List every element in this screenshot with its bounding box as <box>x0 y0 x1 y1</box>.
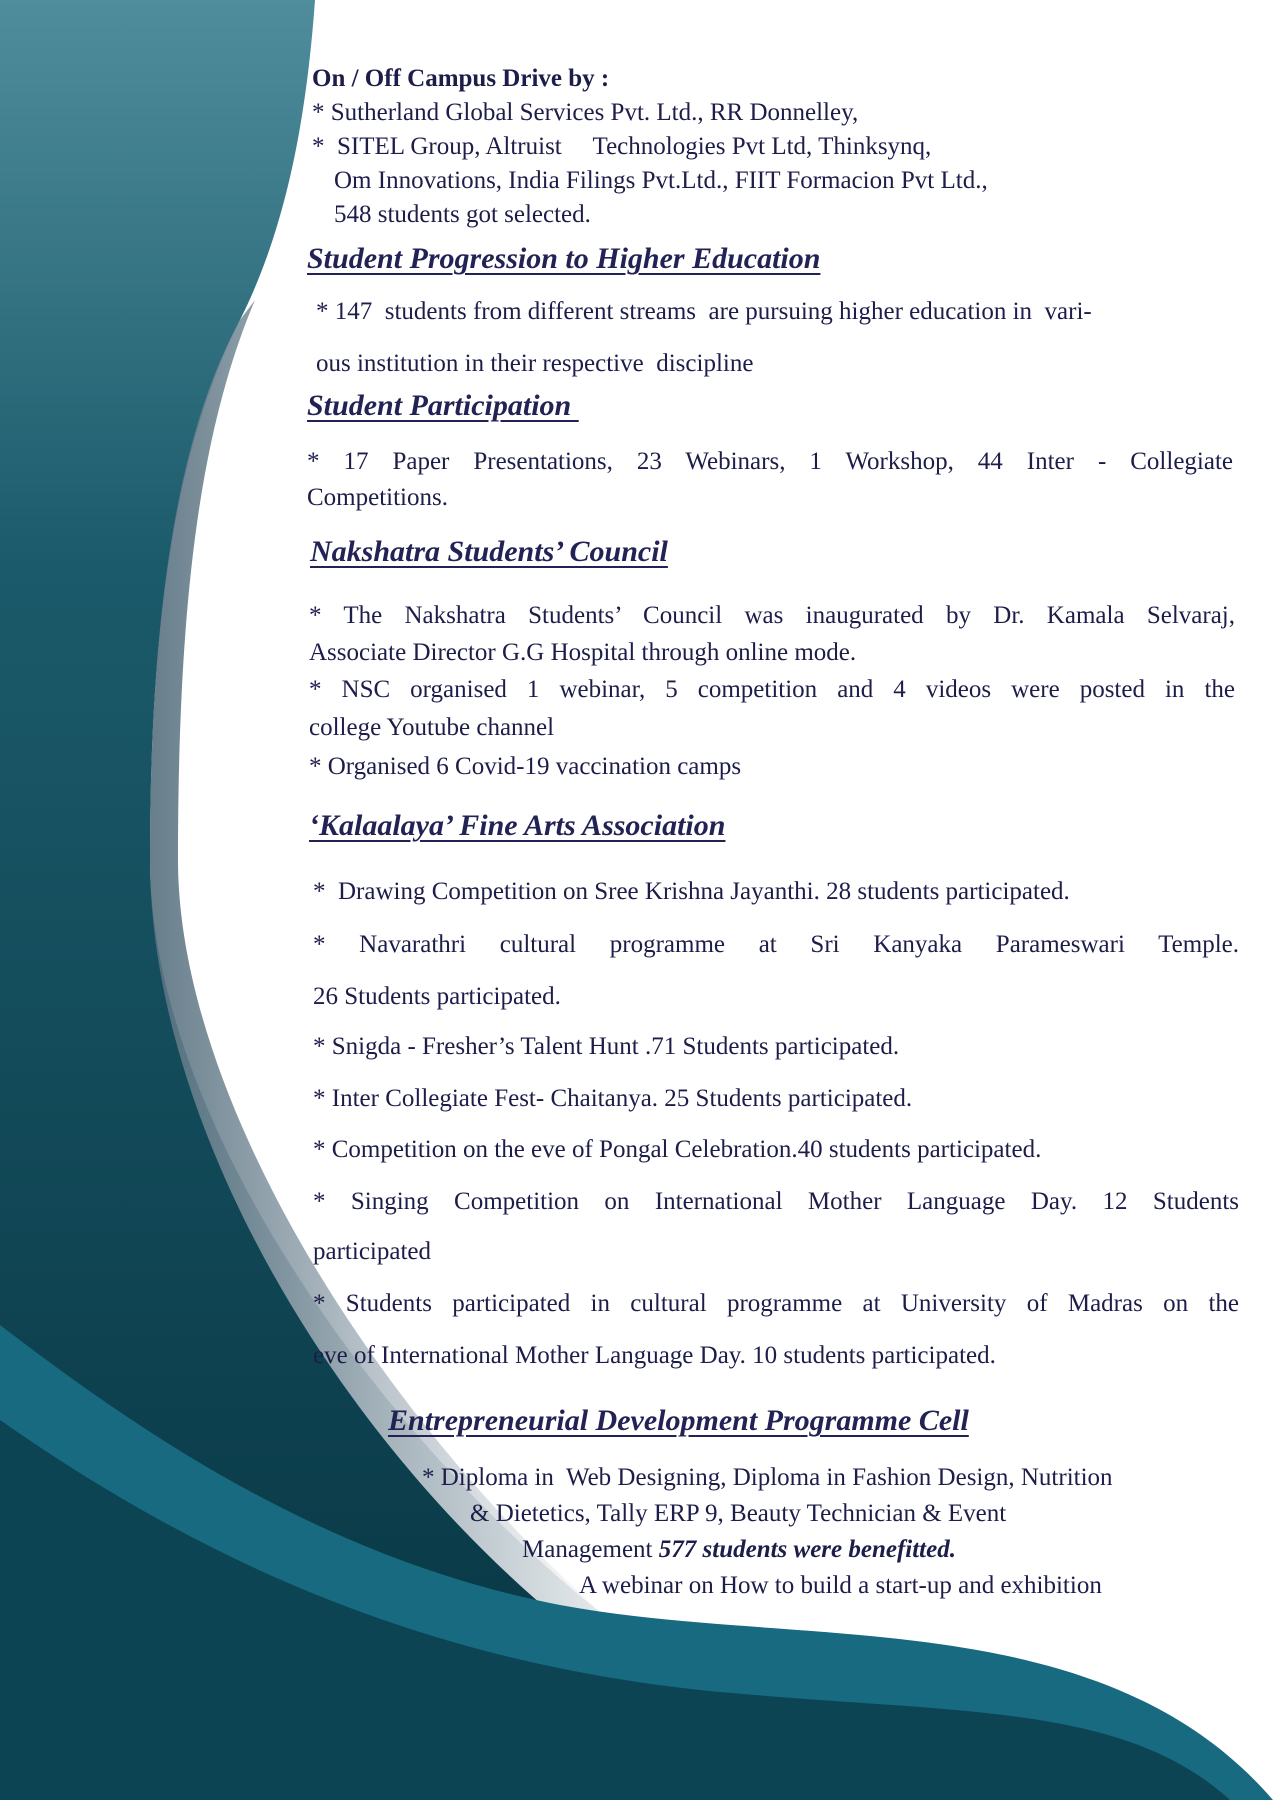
council-line: college Youtube channel <box>309 714 555 741</box>
finearts-line: * Inter Collegiate Fest- Chaitanya. 25 Students participated. <box>313 1085 913 1112</box>
participation-line: Competitions. <box>307 484 448 511</box>
edp-line: & Dietetics, Tally ERP 9, Beauty Technician & Event <box>470 1500 1007 1527</box>
progression-line: * 147 students from different streams are pursuing higher education in vari- <box>316 298 1092 325</box>
campus-line: * Sutherland Global Services Pvt. Ltd., RR Donnelley, <box>312 99 859 126</box>
campus-heading: On / Off Campus Drive by : <box>312 65 610 92</box>
council-line: * NSC organised 1 webinar, 5 competition and 4 videos were posted in the <box>309 676 1235 703</box>
section-heading-edp: Entrepreneurial Development Programme Cell <box>388 1404 969 1437</box>
section-heading-council: Nakshatra Students’ Council <box>310 535 668 568</box>
finearts-line: * Singing Competition on International Mother Language Day. 12 Students <box>313 1188 1239 1215</box>
section-heading-participation: Student Participation <box>307 389 579 422</box>
edp-line: * Diploma in Web Designing, Diploma in Fashion Design, Nutrition <box>422 1464 1113 1491</box>
council-line: * The Nakshatra Students’ Council was inaugurated by Dr. Kamala Selvaraj, <box>309 602 1235 629</box>
campus-line: * SITEL Group, Altruist Technologies Pvt Ltd, Thinksynq, <box>312 133 932 160</box>
campus-line: Om Innovations, India Filings Pvt.Ltd., FIIT Formacion Pvt Ltd., <box>334 167 988 194</box>
council-line: Associate Director G.G Hospital through online mode. <box>309 639 857 666</box>
edp-line-plain: Management <box>522 1536 659 1563</box>
council-line: * Organised 6 Covid-19 vaccination camps <box>309 753 742 780</box>
progression-line: ous institution in their respective discipline <box>316 350 754 377</box>
edp-beneficiaries: 577 students were benefitted. <box>658 1536 956 1563</box>
campus-line: 548 students got selected. <box>334 201 591 228</box>
finearts-line: * Competition on the eve of Pongal Celebration.40 students participated. <box>313 1136 1042 1163</box>
finearts-line: * Drawing Competition on Sree Krishna Jayanthi. 28 students participated. <box>313 878 1070 905</box>
finearts-line: * Snigda - Fresher’s Talent Hunt .71 Students participated. <box>313 1033 900 1060</box>
finearts-line: * Students participated in cultural programme at University of Madras on the <box>313 1290 1239 1317</box>
section-heading-progression: Student Progression to Higher Education <box>307 242 821 275</box>
finearts-line: eve of International Mother Language Day. 10 students participated. <box>313 1342 996 1369</box>
participation-line: * 17 Paper Presentations, 23 Webinars, 1 Workshop, 44 Inter - Collegiate <box>307 448 1233 475</box>
section-heading-finearts: ‘Kalaalaya’ Fine Arts Association <box>309 809 726 842</box>
finearts-line: * Navarathri cultural programme at Sri Kanyaka Parameswari Temple. <box>313 931 1239 958</box>
finearts-line: 26 Students participated. <box>313 983 561 1010</box>
edp-line: A webinar on How to build a start-up and exhibition <box>579 1572 1102 1599</box>
edp-line <box>522 1535 956 1565</box>
finearts-line: participated <box>313 1238 431 1265</box>
